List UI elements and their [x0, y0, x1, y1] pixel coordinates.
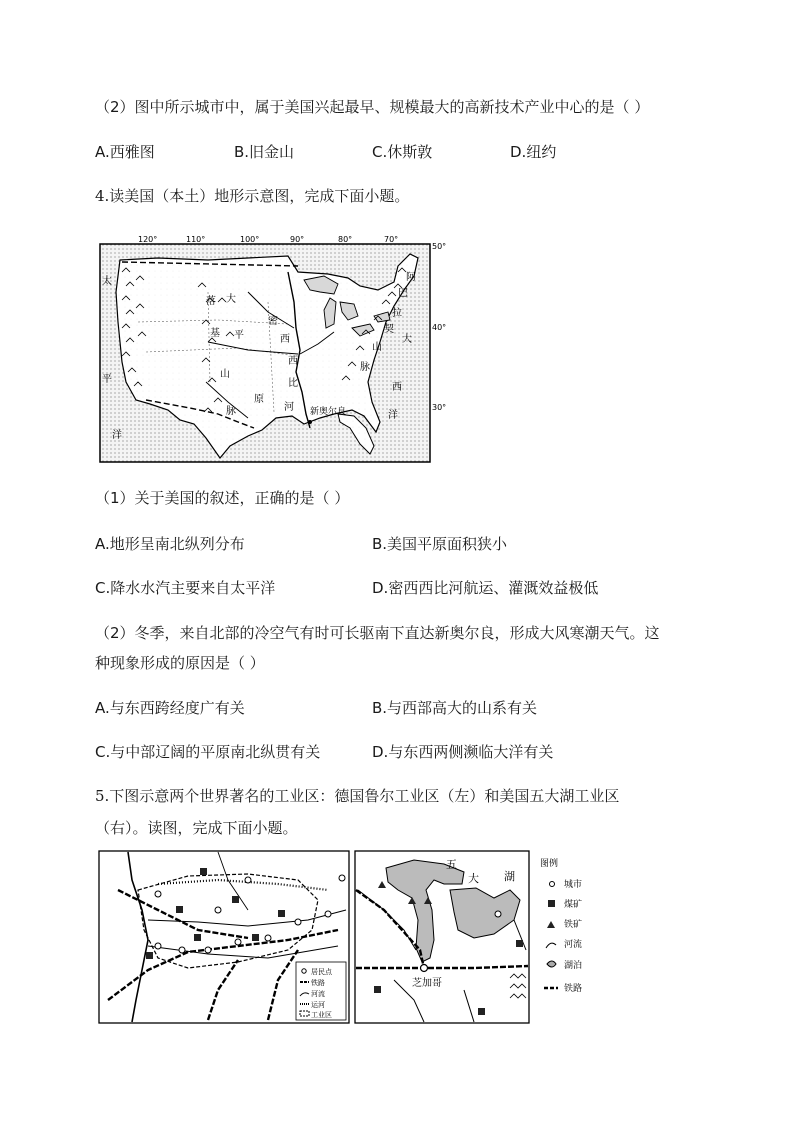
q4-part1-option-c: C.降水水汽主要来自太平洋 — [95, 579, 276, 597]
ruhr-legend-railway: 铁路 — [311, 979, 325, 987]
label-lakes-1: 五 — [446, 858, 457, 871]
ruhr-legend-industrial-zone: 工业区 — [311, 1011, 332, 1019]
label-app-6: 脉 — [360, 362, 370, 373]
label-rocky-5: 脉 — [226, 406, 236, 417]
q3-part2-stem: （2）图中所示城市中，属于美国兴起最早、规模最大的高新技术产业中心的是（ ） — [95, 98, 650, 116]
lon-label-110: 110° — [186, 235, 206, 244]
label-pacific-2: 平 — [102, 374, 112, 385]
label-pacific-3: 洋 — [112, 430, 122, 441]
label-new-orleans: 新奥尔良 — [310, 407, 347, 417]
label-app-2: 巴 — [398, 288, 408, 299]
label-pacific-1: 太 — [102, 276, 112, 287]
ruhr-legend-settlement: 居民点 — [311, 968, 332, 976]
q4-part2-stem-line2: 种现象形成的原因是（ ） — [95, 654, 265, 672]
q3-part2-option-b: B.旧金山 — [234, 143, 295, 161]
ruhr-legend-river: 河流 — [311, 990, 325, 998]
label-app-3: 拉 — [392, 308, 402, 319]
ruhr-industrial-map — [98, 850, 350, 1024]
lon-label-90: 90° — [290, 235, 305, 244]
q4-part2-option-d: D.与东西两侧濒临大洋有关 — [372, 743, 554, 761]
q4-part1-option-b: B.美国平原面积狭小 — [372, 535, 508, 553]
q3-part2-option-c: C.休斯敦 — [372, 143, 433, 161]
label-miss-3: 西 — [288, 356, 298, 367]
q4-part1-option-d: D.密西西比河航运、灌溉效益极低 — [372, 579, 599, 597]
lat-label-40: 40° — [432, 323, 447, 332]
label-miss-4: 比 — [288, 378, 298, 389]
ruhr-legend-canal: 运河 — [311, 1001, 325, 1009]
q4-part1-stem: （1）关于美国的叙述，正确的是（ ） — [95, 489, 350, 507]
q5-stem-line2: （右）。读图，完成下面小题。 — [95, 819, 298, 837]
label-lakes-2: 大 — [468, 872, 479, 885]
great-lakes-legend — [540, 857, 582, 994]
label-atl-1: 大 — [402, 334, 412, 345]
label-miss-5: 河 — [284, 402, 294, 413]
q3-part2-option-a: A.西雅图 — [95, 143, 155, 161]
q4-part2-option-b: B.与西部高大的山系有关 — [372, 699, 538, 717]
q4-part2-option-c: C.与中部辽阔的平原南北纵贯有关 — [95, 743, 321, 761]
q5-stem-line1: 5.下图示意两个世界著名的工业区：德国鲁尔工业区（左）和美国五大湖工业区 — [95, 787, 620, 805]
label-rocky-2: 大 — [226, 294, 236, 305]
q4-stem: 4.读美国（本土）地形示意图，完成下面小题。 — [95, 187, 410, 205]
label-rocky-4: 山 — [220, 369, 230, 380]
q3-part2-option-d: D.纽约 — [510, 143, 557, 161]
label-rocky-3: 基 — [210, 328, 220, 339]
label-miss-2: 西 — [280, 334, 290, 345]
label-lakes-3: 湖 — [504, 870, 515, 883]
great-lakes-industrial-map — [354, 850, 604, 1024]
lat-label-50: 50° — [432, 242, 447, 251]
legend-coal: 煤矿 — [564, 900, 583, 910]
label-rocky-1: 落 — [206, 296, 216, 307]
legend-railway: 铁路 — [564, 984, 583, 994]
legend-city: 城市 — [564, 880, 583, 890]
label-chicago: 芝加哥 — [412, 978, 442, 989]
q4-part2-stem-line1: （2）冬季，来自北部的冷空气有时可长驱南下直达新奥尔良，形成大风寒潮天气。这 — [95, 624, 660, 642]
lat-label-30: 30° — [432, 403, 447, 412]
city-dot-east — [495, 911, 501, 917]
label-plain-1: 平 — [234, 330, 244, 341]
legend-river: 河流 — [564, 940, 583, 950]
latitude-labels — [432, 242, 446, 412]
lon-label-120: 120° — [138, 235, 158, 244]
lon-label-70: 70° — [384, 235, 399, 244]
usa-terrain-map — [98, 232, 455, 468]
legend-lake: 湖泊 — [564, 961, 583, 971]
label-app-5: 山 — [372, 342, 382, 353]
legend-iron: 铁矿 — [564, 920, 583, 930]
label-app-4: 契 — [384, 324, 394, 335]
lon-label-80: 80° — [338, 235, 353, 244]
label-plain-2: 原 — [254, 394, 264, 405]
chicago-dot — [421, 965, 428, 972]
label-miss-1: 密 — [268, 316, 278, 327]
longitude-labels — [138, 235, 398, 244]
label-atl-3: 洋 — [388, 410, 398, 421]
q4-part1-option-a: A.地形呈南北纵列分布 — [95, 535, 245, 553]
label-app-1: 阿 — [406, 272, 416, 283]
new-orleans-dot — [308, 420, 312, 424]
label-atl-2: 西 — [392, 382, 402, 393]
lon-label-100: 100° — [240, 235, 260, 244]
q4-part2-option-a: A.与东西跨经度广有关 — [95, 699, 245, 717]
legend-title: 图例 — [540, 859, 559, 869]
